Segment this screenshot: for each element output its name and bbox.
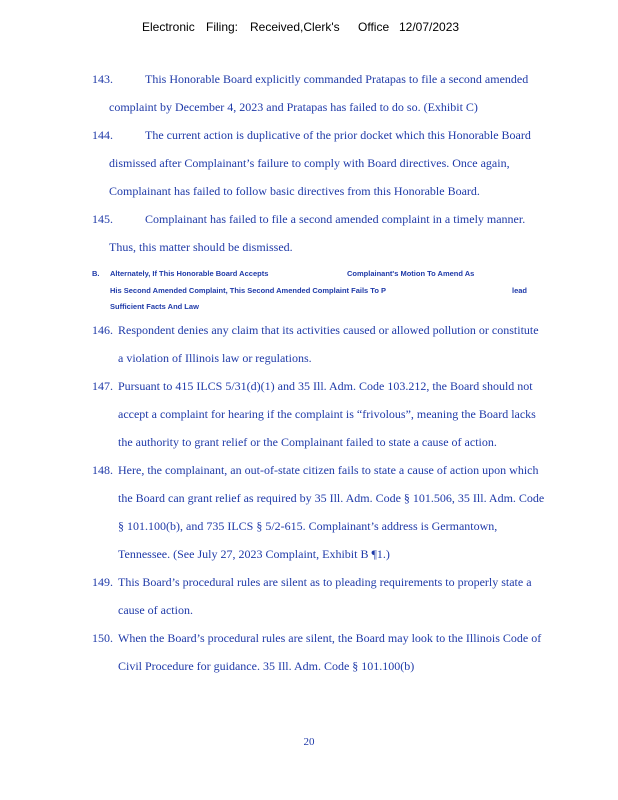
paragraph-line: complaint by December 4, 2023 and Pratapas has failed to do so. (Exhibit C) — [109, 100, 478, 114]
header-word: Filing: — [206, 20, 239, 34]
paragraph-line: This Board’s procedural rules are silent as to pleading requirements to properly state a — [118, 575, 532, 589]
header-word: 12/07/2023 — [399, 20, 460, 34]
paragraph-line: Civil Procedure for guidance. 35 Ill. Adm. Code § 101.100(b) — [118, 659, 415, 673]
section-heading-text: Complainant's Motion To Amend As — [347, 269, 475, 278]
paragraph-number: 146. — [92, 323, 113, 337]
paragraph-line: Pursuant to 415 ILCS 5/31(d)(1) and 35 Ill. Adm. Code 103.212, the Board should not — [118, 379, 533, 393]
paragraph-line: the authority to grant relief or the Complainant failed to state a cause of action. — [118, 435, 497, 449]
paragraph-line: Complainant has failed to file a second amended complaint in a timely manner. — [145, 212, 526, 226]
paragraph-number: 150. — [92, 631, 113, 645]
section-heading-text: lead — [512, 286, 528, 295]
paragraph-line: Respondent denies any claim that its activities caused or allowed pollution or constitute — [118, 323, 539, 337]
header-word: Electronic — [142, 20, 195, 34]
section-heading-text: Alternately, If This Honorable Board Accepts — [110, 269, 269, 278]
paragraph-line: The current action is duplicative of the prior docket which this Honorable Board — [145, 128, 531, 142]
paragraph-number: 145. — [92, 212, 113, 226]
header-word: Office — [358, 20, 390, 34]
paragraph-number: 144. — [92, 128, 113, 142]
efiling-header — [0, 20, 618, 38]
paragraph-line: Tennessee. (See July 27, 2023 Complaint, Exhibit B ¶1.) — [118, 547, 390, 561]
paragraph-line: § 101.100(b), and 735 ILCS § 5/2-615. Complainant’s address is Germantown, — [118, 519, 498, 533]
paragraph-line: dismissed after Complainant’s failure to comply with Board directives. Once again, — [109, 156, 510, 170]
section-heading-text: His Second Amended Complaint, This Second Amended Complaint Fails To P — [110, 286, 387, 295]
paragraph-line: Here, the complainant, an out-of-state citizen fails to state a cause of action upon which — [118, 463, 539, 477]
paragraph-line: cause of action. — [118, 603, 193, 617]
section-heading-text: Sufficient Facts And Law — [110, 302, 199, 311]
page-number: 20 — [303, 736, 315, 748]
paragraph-number: 148. — [92, 463, 113, 477]
paragraph-line: accept a complaint for hearing if the complaint is “frivolous”, meaning the Board lacks — [118, 407, 536, 421]
paragraph-line: Thus, this matter should be dismissed. — [109, 240, 293, 254]
paragraph-number: 149. — [92, 575, 113, 589]
header-word: Received,Clerk's — [250, 20, 340, 34]
paragraph-number: 147. — [92, 379, 113, 393]
paragraph-line: the Board can grant relief as required by 35 Ill. Adm. Code § 101.506, 35 Ill. Adm. Code — [118, 491, 545, 505]
paragraph-line: When the Board’s procedural rules are silent, the Board may look to the Illinois Code of — [118, 631, 542, 645]
paragraph-line: a violation of Illinois law or regulations. — [118, 351, 312, 365]
paragraph-line: This Honorable Board explicitly commanded Pratapas to file a second amended — [145, 72, 529, 86]
paragraph-line: Complainant has failed to follow basic directives from this Honorable Board. — [109, 184, 480, 198]
section-letter: B. — [92, 269, 100, 278]
paragraph-number: 143. — [92, 72, 113, 86]
